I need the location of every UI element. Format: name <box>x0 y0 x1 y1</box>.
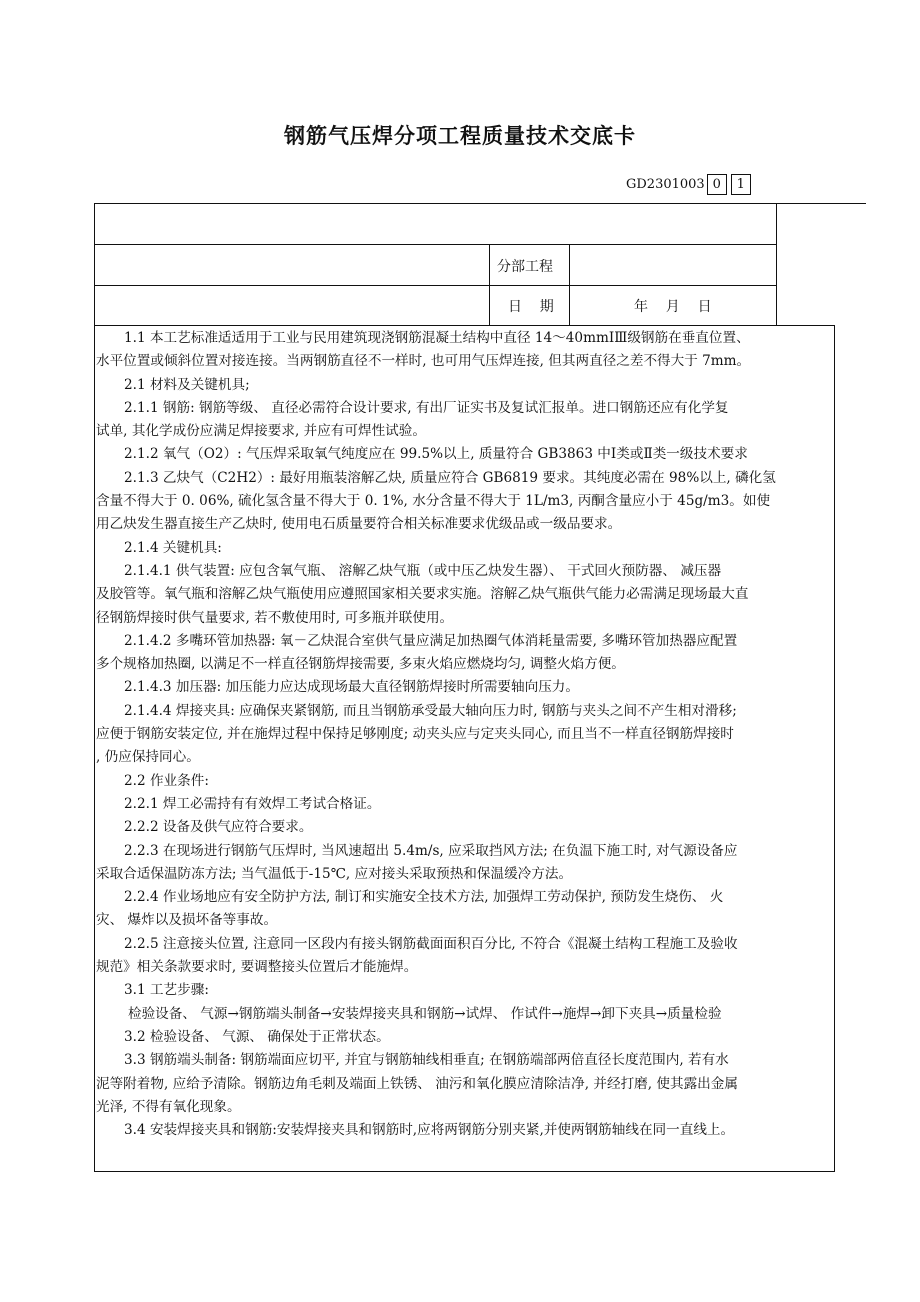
content-line: 2.1 材料及关键机具; <box>124 376 250 393</box>
content-line: 2.2.5 注意接头位置, 注意同一区段内有接头钢筋截面面积百分比, 不符合《混凝土结构工程施工及验收 <box>124 935 738 952</box>
content-line: 3.1 工艺步骤: <box>124 982 209 999</box>
document-code: GD2301003 <box>626 176 705 192</box>
content-line: 2.1.1 钢筋: 钢筋等级、 直径必需符合设计要求, 有出厂证实书及复试汇报单。进口钢筋还应有化学复 <box>124 399 729 416</box>
content-line: 泥等附着物, 应给予清除。钢筋边角毛刺及端面上铁锈、 油污和氧化膜应清除洁净, 并经打磨, 使其露出金属 <box>96 1075 738 1092</box>
content-line: 2.2.4 作业场地应有安全防护方法, 制订和实施安全技术方法, 加强焊工劳动保护, 预防发生烧伤、 火 <box>124 889 724 906</box>
content-line: 2.2.1 焊工必需持有有效焊工考试合格证。 <box>124 795 381 812</box>
content-line: 光泽, 不得有氧化现象。 <box>96 1098 241 1115</box>
content-line: 应便于钢筋安装定位, 并在施焊过程中保持足够刚度; 动夹头应与定夹头同心, 而且当不一样直径钢筋焊接时 <box>96 726 734 743</box>
date-value: 年 月 日 <box>634 299 712 315</box>
code-box-2: 1 <box>731 174 751 195</box>
content-line: 用乙炔发生器直接生产乙炔时, 使用电石质量要符合相关标准要求优级品或一级品要求。 <box>96 516 622 533</box>
content-body <box>96 327 834 1142</box>
content-line: 2.1.4.1 供气装置: 应包含氧气瓶、 溶解乙炔气瓶（或中压乙炔发生器）、 干式回火预防器、 减压器 <box>124 562 722 579</box>
content-line: 2.1.4.2 多嘴环管加热器: 氧－乙炔混合室供气量应满足加热圈气体消耗量需要, 多嘴环管加热器应配置 <box>124 632 738 649</box>
code-box-1: 0 <box>707 174 727 195</box>
content-line: 2.1.2 氧气（O2）: 气压焊采取氧气纯度应在 99.5%以上, 质量符合 GB3863 中Ⅰ类或Ⅱ类一级技术要求 <box>124 446 748 463</box>
document-code-row <box>626 173 751 195</box>
content-line: 试单, 其化学成份应满足焊接要求, 并应有可焊性试验。 <box>96 423 426 440</box>
content-line: 多个规格加热圈, 以满足不一样直径钢筋焊接需要, 多束火焰应燃烧均匀, 调整火焰方便。 <box>96 656 625 673</box>
content-line: 2.2.2 设备及供气应符合要求。 <box>124 819 313 836</box>
content-line: 灾、 爆炸以及损坏备等事故。 <box>96 912 278 929</box>
content-line: 1.1 本工艺标准适适用于工业与民用建筑现浇钢筋混凝土结构中直径 14～40mmⅠⅢ级钢筋在垂直位置、 <box>124 330 750 346</box>
content-line: 2.1.3 乙炔气（C2H2）: 最好用瓶装溶解乙炔, 质量应符合 GB6819 要求。其纯度必需在 98%以上, 磷化氢 <box>124 469 776 486</box>
content-line: 含量不得大于 0. 06%, 硫化氢含量不得大于 0. 1%, 水分含量不得大于 1L/m3, 丙酮含量应小于 45g/m3。如使 <box>96 493 771 510</box>
page-title: 钢筋气压焊分项工程质量技术交底卡 <box>284 124 636 148</box>
content-line: 规范》相关条款要求时, 要调整接头位置后才能施焊。 <box>96 959 418 976</box>
process-flow-line: 检验设备、 气源→钢筋端头制备→安装焊接夹具和钢筋→试焊、 作试件→施焊→卸下夹具→质量检验 <box>128 1005 722 1022</box>
content-line: 2.1.4.4 焊接夹具: 应确保夹紧钢筋, 而且当钢筋承受最大轴向压力时, 钢筋与夹头之间不产生相对滑移; <box>124 702 737 719</box>
subsection-label: 分部工程 <box>497 259 553 275</box>
content-line: 3.3 钢筋端头制备: 钢筋端面应切平, 并宜与钢筋轴线相垂直; 在钢筋端部两倍直径长度范围内, 若有水 <box>124 1052 729 1069</box>
content-line: 2.2 作业条件: <box>124 772 209 789</box>
content-line: 3.4 安装焊接夹具和钢筋:安装焊接夹具和钢筋时,应将两钢筋分别夹紧,并使两钢筋轴线在同一直线上。 <box>124 1122 735 1139</box>
content-line: 及胶管等。氧气瓶和溶解乙炔气瓶使用应遵照国家相关要求实施。溶解乙炔气瓶供气能力必需满足现场最大直 <box>96 586 749 603</box>
content-line: 采取合适保温防冻方法; 当气温低于-15℃, 应对接头采取预热和保温缓冷方法。 <box>96 865 573 882</box>
content-line: 2.1.4.3 加压器: 加压能力应达成现场最大直径钢筋焊接时所需要轴向压力。 <box>124 679 579 696</box>
content-line: 2.2.3 在现场进行钢筋气压焊时, 当风速超出 5.4m/s, 应采取挡风方法; 在负温下施工时, 对气源设备应 <box>124 842 738 859</box>
content-line: 水平位置或倾斜位置对接连接。当两钢筋直径不一样时, 也可用气压焊连接, 但其两直径之差不得大于 7mm。 <box>96 353 751 370</box>
content-line: 径钢筋焊接时供气量要求, 若不敷使用时, 可多瓶并联使用。 <box>96 609 454 626</box>
date-label: 日 期 <box>508 299 554 315</box>
content-line: 3.2 检验设备、 气源、 确保处于正常状态。 <box>124 1028 390 1045</box>
content-line: 2.1.4 关键机具: <box>124 539 222 556</box>
content-line: , 仍应保持同心。 <box>96 749 200 766</box>
